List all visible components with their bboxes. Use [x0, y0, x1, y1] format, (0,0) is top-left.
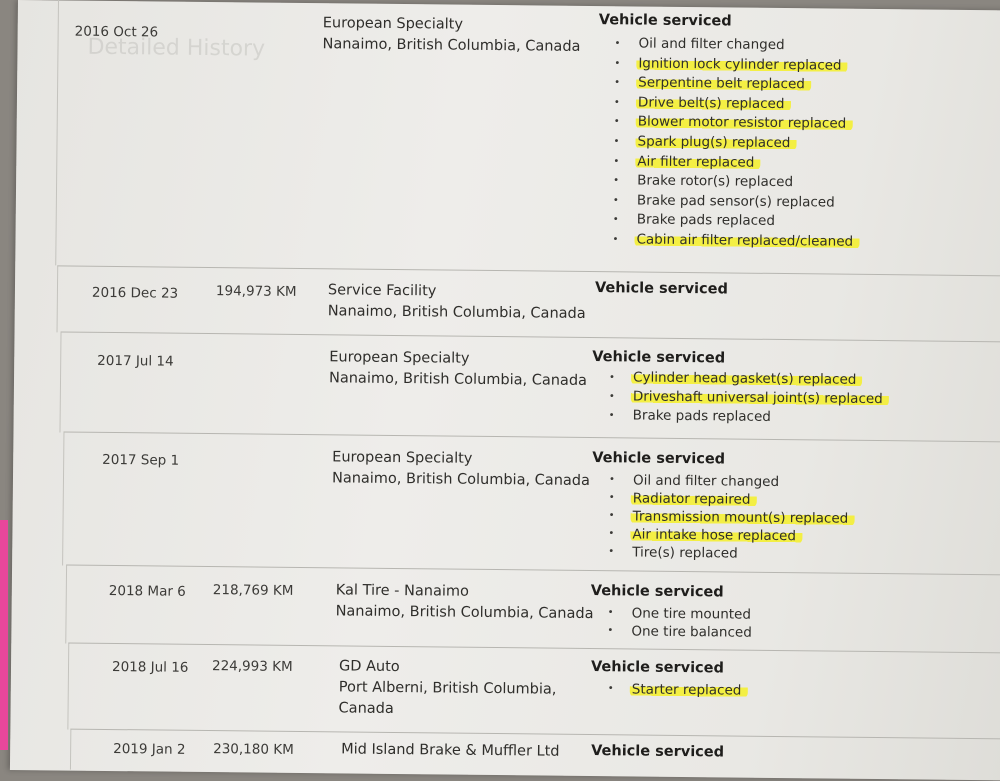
service-item-list — [608, 680, 748, 699]
list-item: • Air filter replaced — [613, 152, 860, 174]
list-item: • Brake pads replaced — [609, 406, 889, 428]
service-item-list — [612, 34, 861, 252]
service-record — [59, 331, 1000, 442]
service-item-list — [607, 604, 752, 642]
record-odometer: 224,993 KM — [211, 658, 293, 675]
list-item: • Oil and filter changed — [614, 34, 861, 56]
list-item: • Blower motor resistor replaced — [614, 113, 861, 135]
list-item: • Driveshaft universal joint(s) replaced — [609, 387, 889, 409]
list-item: • Brake pads replaced — [613, 211, 860, 233]
record-date: 2017 Jul 14 — [97, 352, 174, 370]
service-record — [62, 431, 1000, 575]
list-item: • Transmission mount(s) replaced — [609, 507, 855, 528]
pink-tab — [0, 520, 8, 750]
list-item: • Starter replaced — [608, 680, 748, 699]
service-item-list — [609, 368, 890, 428]
service-heading: Vehicle serviced — [592, 349, 726, 367]
list-item: • One tire balanced — [607, 622, 752, 642]
list-item: • Brake rotor(s) replaced — [613, 171, 860, 193]
list-item: • Oil and filter changed — [609, 471, 855, 492]
list-item: • Spark plug(s) replaced — [613, 132, 860, 154]
service-heading: Vehicle serviced — [592, 450, 726, 468]
record-odometer: 230,180 KM — [213, 741, 294, 758]
service-record — [55, 0, 1000, 276]
service-heading: Vehicle serviced — [590, 659, 724, 677]
record-source: European Specialty Nanaimo, British Columbia, Canada — [328, 349, 588, 389]
service-heading: Vehicle serviced — [594, 280, 728, 298]
service-heading: Vehicle serviced — [598, 12, 732, 30]
list-item: • Tire(s) replaced — [608, 543, 854, 564]
record-source: Kal Tire - Nanaimo Nanaimo, British Columbia, Canada — [335, 582, 594, 623]
service-record — [67, 643, 1000, 740]
service-record — [70, 729, 1000, 780]
record-odometer: 218,769 KM — [212, 582, 294, 599]
record-source: Mid Island Brake & Muffler Ltd — [341, 741, 560, 760]
list-item: • Air intake hose replaced — [608, 525, 854, 546]
record-date: 2016 Oct 26 — [74, 23, 159, 41]
record-date: 2016 Dec 23 — [91, 284, 179, 302]
list-item: • Serpentine belt replaced — [614, 73, 861, 95]
record-source: GD Auto Port Alberni, British Columbia, Canada — [338, 658, 557, 717]
service-item-list — [608, 471, 855, 564]
record-odometer: 194,973 KM — [215, 283, 297, 300]
list-item: • One tire mounted — [608, 604, 753, 624]
record-date: 2019 Jan 2 — [113, 741, 186, 758]
list-item: • Cylinder head gasket(s) replaced — [609, 368, 889, 390]
service-record — [65, 565, 1000, 654]
list-item: • Drive belt(s) replaced — [614, 93, 861, 115]
service-record — [57, 265, 1000, 342]
record-source: Service Facility Nanaimo, British Columbia, Canada — [327, 282, 586, 322]
list-item: • Cabin air filter replaced/cleaned — [612, 230, 859, 252]
list-item: • Radiator repaired — [609, 489, 855, 510]
document-page: Detailed History 2016 Oct 26 European Specialty Nanaimo, British Columbia, Canada Vehicle serviced • Oil and filter changed • Ignition lock cylinder replaced • Serpentine belt replaced • Drive belt(s) replaced • Blower motor resistor replaced • Spark plug(s) replaced • Air filter replaced • Brake rotor(s) replaced • Brake pad sensor(s) replaced • Brake pads replaced • Cabin air filter replaced/cleaned 2016 Dec 23 194,973 KM Service Facility Nanaimo, British Columbia, Canada Vehicle serviced 2017 Jul 14 European Specialty Nanaimo, British Columbia, Canada Vehicle serviced • Cylinder head gasket(s) replaced • Driveshaft universal joint(s) replaced • Brake pads replaced 2017 Sep 1 European Specialty Nanaimo, British Columbia, Canada Vehicle serviced • Oil and filter changed • Radiator repaired • Transmission mount(s) replaced • Air intake hose replaced • Tire(s) replaced 2018 Mar 6 218,769 KM Kal Tire - Nanaimo Nanaimo, British Columbia, Canada Vehicle serviced • One tire mounted • One tire balanced 2018 Jul 16 224,993 KM GD Auto Port Alberni, British Columbia, Canada Vehicle serviced • Starter replaced 2019 Jan 2 230,180 KM Mid Island Brake & Muffler Ltd Vehicle serviced — [10, 0, 1000, 781]
record-source: European Specialty Nanaimo, British Columbia, Canada — [331, 449, 590, 490]
service-heading: Vehicle serviced — [591, 743, 725, 761]
record-date: 2017 Sep 1 — [102, 451, 180, 469]
list-item: • Ignition lock cylinder replaced — [614, 54, 861, 76]
service-heading: Vehicle serviced — [590, 583, 724, 601]
list-item: • Brake pad sensor(s) replaced — [613, 191, 860, 213]
record-date: 2018 Mar 6 — [108, 582, 186, 600]
record-source: European Specialty Nanaimo, British Columbia, Canada — [322, 15, 581, 55]
record-date: 2018 Jul 16 — [111, 659, 189, 676]
